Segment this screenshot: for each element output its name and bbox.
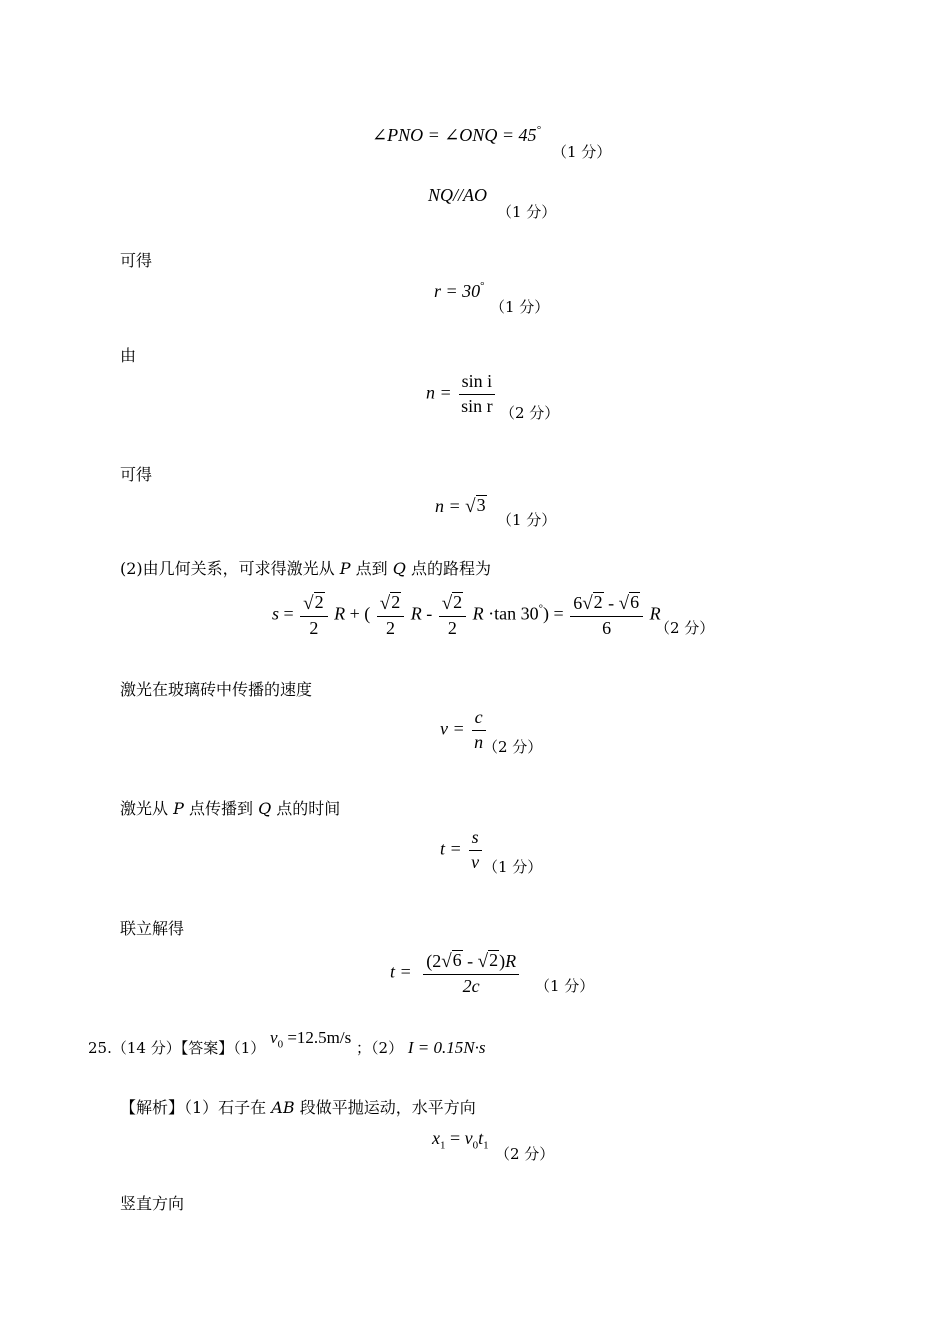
segment-ab-label: AB: [271, 1098, 295, 1117]
equation-angle: ∠PNO = ∠ONQ = 45°: [372, 124, 541, 145]
fraction-denominator: sin r: [461, 395, 493, 416]
radicand: 3: [476, 495, 486, 515]
points-label: （2 分）: [483, 738, 543, 756]
paragraph-text: [120, 796, 340, 819]
equation-lhs: n =: [426, 382, 452, 403]
equation-angle-text: ∠PNO = ∠ONQ = 45: [372, 125, 537, 145]
equation-parallel: NQ//AO: [428, 185, 488, 205]
fraction: [418, 950, 524, 996]
point-p-label: P: [173, 799, 184, 818]
text-fragment: 激光从: [120, 799, 169, 818]
points-label: （1 分）: [490, 298, 550, 316]
point-q-label: Q: [392, 559, 406, 578]
question-25-header: 25.（14 分）【答案】（1） $v_0 =12.5m/s$ ；（2） I = 0.15N·s: [88, 1028, 486, 1057]
points-label: （1 分）: [497, 203, 557, 221]
paragraph-text: 联立解得: [120, 919, 185, 938]
text-fragment: 段做平抛运动，水平方向: [299, 1098, 476, 1117]
points-label: （2 分）: [655, 619, 715, 637]
equation-refraction-angle: r = 30°: [434, 280, 485, 301]
fraction-denominator: n: [474, 731, 484, 752]
fraction-denominator: v: [471, 851, 480, 872]
equation-lhs: n =: [435, 495, 461, 516]
fraction-numerator: s: [469, 828, 482, 851]
text-fragment: 点的时间: [276, 799, 341, 818]
fraction: [468, 828, 482, 873]
paragraph-text: 由: [120, 346, 137, 365]
text-fragment: 点的路程为: [410, 559, 491, 578]
point-p-label: P: [339, 559, 351, 578]
text-fragment: 点传播到: [188, 799, 253, 818]
equation-time-result: [390, 950, 526, 996]
points-label: （2 分）: [500, 404, 560, 422]
separator: ；（2）: [356, 1039, 404, 1057]
paragraph-text: 可得: [120, 251, 153, 270]
equation-text: r = 30: [434, 281, 481, 301]
text-fragment: (2)由几何关系，可求得激光从: [120, 559, 335, 578]
answer-2: I = 0.15N·s: [407, 1038, 486, 1057]
text-fragment: 点到: [355, 559, 388, 578]
fraction: [458, 372, 496, 417]
fraction-denominator: 2c: [462, 975, 480, 996]
equation-path-length: s = √ 2 2 R + ( √ 2 2 R - √ 2 2 R ·tan 30°) = 6 √ 2 - √ 6 6 R: [272, 592, 661, 638]
fraction-numerator: sin i: [459, 372, 496, 395]
equation-index-result: [435, 495, 487, 517]
equation-lhs: t =: [390, 961, 412, 982]
point-q-label: Q: [258, 799, 272, 818]
equation-speed: [440, 708, 488, 753]
equation-horizontal-displacement: $x_1 = v_0t_1$: [432, 1128, 489, 1152]
points-label: （1 分）: [535, 977, 595, 995]
points-label: （1 分）: [552, 143, 612, 161]
equation-snell: [426, 372, 498, 417]
points-label: （1 分）: [497, 511, 557, 529]
equation-lhs: t =: [440, 838, 462, 859]
points-label: （1 分）: [483, 858, 543, 876]
points-label: （2 分）: [495, 1145, 555, 1163]
question-number: 25.（14 分）【答案】（1）: [88, 1039, 266, 1057]
equation-time: [440, 828, 484, 873]
answer-1: =12.5m/s: [287, 1028, 352, 1047]
fraction-numerator: c: [472, 708, 486, 731]
text-fragment: 【解析】（1）石子在: [120, 1098, 267, 1117]
paragraph-text: [120, 556, 491, 579]
paragraph-text: 竖直方向: [120, 1194, 185, 1213]
equation-lhs: v =: [440, 718, 465, 739]
square-root: √ 3: [465, 495, 486, 517]
analysis-text: [120, 1095, 476, 1118]
fraction-numerator: (2 √ 6 - √ 2 )R: [423, 950, 519, 975]
paragraph-text: 激光在玻璃砖中传播的速度: [120, 680, 313, 699]
paragraph-text: 可得: [120, 465, 153, 484]
